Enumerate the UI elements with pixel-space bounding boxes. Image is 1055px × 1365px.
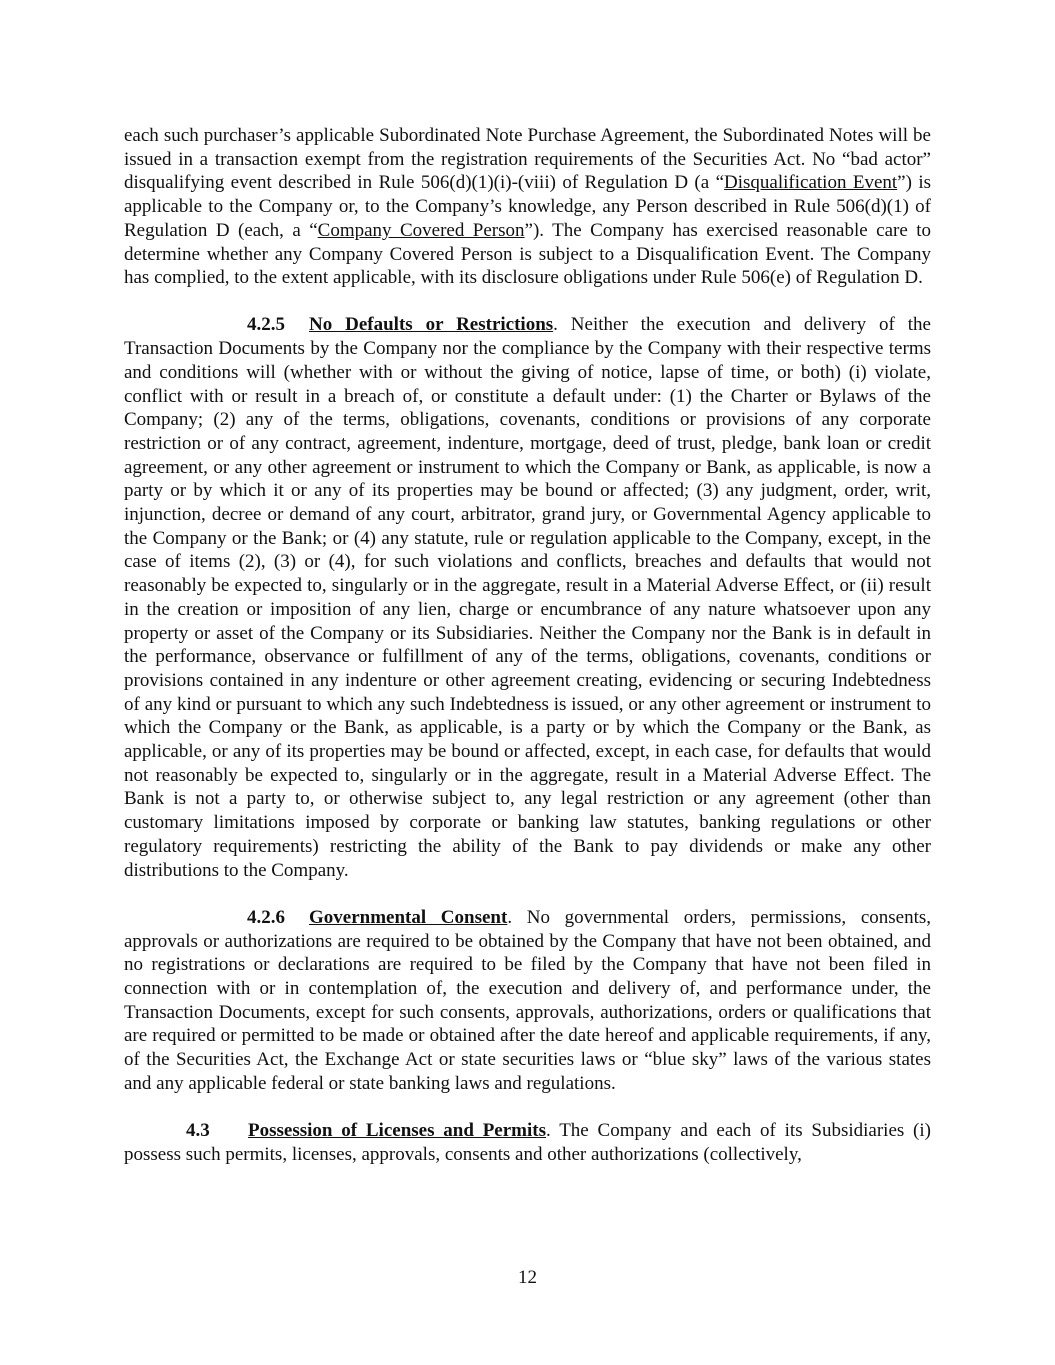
page-number: 12 [518,1267,537,1288]
intro-text-1: each such purchaser’s applicable Subordinated Note Purchase Agreement, the Subordinated Notes will be issued in a transaction exempt from the registration requirements of the Securities Act. No “bad actor” disqualifying event described in Rule 506(d)(1)(i)-(viii) of Regulation D (a “ [124,125,931,194]
intro-text-3: ”). The Company has exercised reasonable care to determine whether any Company Covered Person is subject to a Disqualification Event. The Company has complied, to the extent applicable, with its disclosure obligations under Rule 506(e) of Regulation D. [124,219,931,289]
section-4-2-5 [124,313,931,882]
defined-term-disqualification-event: Disqualification Event [724,172,898,194]
intro-text-2: ”) is applicable to the Company or, to the Company’s knowledge, any Person described in Rule 506(d)(1) of Regulation D (each, a “ [124,172,932,241]
section-number: 4.2.6 [247,906,285,928]
section-heading: Governmental Consent [309,906,508,928]
section-body: . Neither the execution and delivery of the Transaction Documents by the Company nor the compliance by the Company with their respective terms and conditions will (whether with or without the giving of notice, lapse of time, or both) (i) violate, conflict with or result in a breach of, or constitute a default under: (1) the Charter or Bylaws of the Company; (2) any of the terms, obligations, covenants, conditions or provisions of any corporate restriction or of any contract, agreement, indenture, mortgage, deed of trust, pledge, bank loan or credit agreement, or any other agreement or instrument to which the Company or Bank, as applicable, is now a party or by which it or any of its properties may be bound or affected; (3) any judgment, order, writ, injunction, decree or demand of any court, arbitrator, grand jury, or Governmental Agency applicable to the Company or the Bank; or (4) any statute, rule or regulation applicable to the Company, except, in the case of items (2), (3) or (4), for such violations and conflicts, breaches and defaults that would not reasonably be expected to, singularly or in the aggregate, result in a Material Adverse Effect, or (ii) result in the creation or imposition of any lien, charge or encumbrance of any nature whatsoever upon any property or asset of the Company or its Subsidiaries. Neither the Company nor the Bank is in default in the performance, observance or fulfillment of any of the terms, obligations, covenants, conditions or provisions contained in any indenture or other agreement creating, evidencing or securing Indebtedness of any kind or pursuant to which any such Indebtedness is issued, or any other agreement or instrument to which the Company or the Bank, as applicable, is a party or by which the Company or the Bank, as applicable, or any of its properties may be bound or affected, except, in each case, for defaults that would not reasonably be expected to, singularly or in the aggregate, result in a Material Adverse Effect. The Bank is not a party to, or otherwise subject to, any legal restriction or any agreement (other than customary limitations imposed by corporate or banking law statutes, banking regulations or other regulatory requirements) restricting the ability of the Bank to pay dividends or make any other distributions to the Company. [124,314,931,881]
section-4-3 [124,1119,931,1166]
intro-paragraph [124,124,931,290]
section-number: 4.2.5 [247,314,285,336]
document-page [124,124,931,1190]
section-4-2-6 [124,906,931,1096]
defined-term-company-covered-person: Company Covered Person [317,219,525,241]
section-body: . The Company and each of its Subsidiaries (i) possess such permits, licenses, approvals, consents and other authorizations (collectively, [124,1119,931,1165]
section-body: . No governmental orders, permissions, consents, approvals or authorizations are required to be obtained by the Company that have not been obtained, and no registrations or declarations are required to be filed by the Company that have not been filed in connection with or in contemplation of, the execution and delivery of, and performance under, the Transaction Documents, except for such consents, approvals, authorizations, orders or qualifications that are required or permitted to be made or obtained after the date hereof and applicable requirements, if any, of the Securities Act, the Exchange Act or state securities laws or “blue sky” laws of the various states and any applicable federal or state banking laws and regulations. [124,906,931,1094]
section-number: 4.3 [186,1119,210,1141]
section-heading: Possession of Licenses and Permits [248,1119,546,1141]
section-heading: No Defaults or Restrictions [309,314,554,336]
